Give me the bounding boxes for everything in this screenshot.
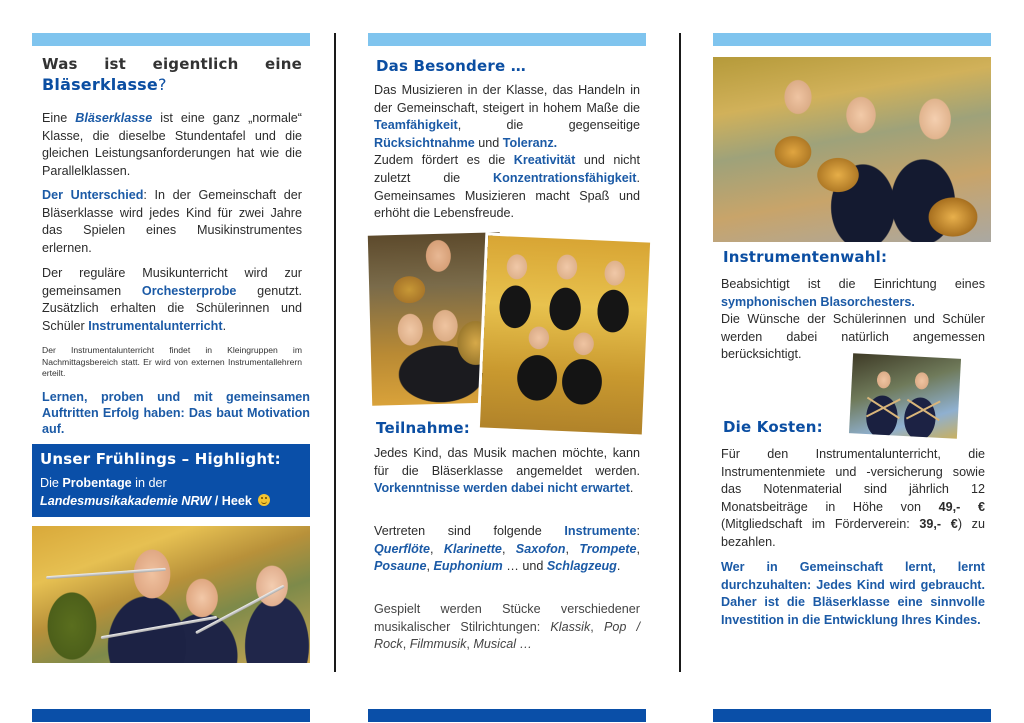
heading-blaeserklasse: Bläserklasse xyxy=(42,75,158,94)
highlight-title: Unser Frühlings – Highlight: xyxy=(40,450,281,468)
smiley-icon xyxy=(258,494,270,506)
membership-fee: 39,- € xyxy=(919,517,958,532)
lessons-paragraph: Der reguläre Musikunterricht wird zur gemeinsamen Orchesterprobe genutzt. Zusätzlich erhalten die Schülerinnen und Schüler Instrumentalunterricht. xyxy=(42,266,302,333)
keyword-orchesterprobe: Orchesterprobe xyxy=(141,283,237,298)
closing-paragraph: Wer in Gemeinschaft lernt, lernt durchzuhalten: Jedes Kind wird gebraucht. Daher ist die Bläserklasse eine sinnvolle Investition in die Entwicklung Ihres Kindes. xyxy=(721,560,985,627)
instrument-schlagzeug: Schlagzeug xyxy=(546,559,617,574)
highlight-line2: Landesmusikakademie NRW / Heek xyxy=(40,492,300,510)
benefits-paragraph: Das Musizieren in der Klasse, das Handeln in der Gemeinschaft, steigert in hohem Maße die Teamfähigkeit, die gegenseitige Rücksichtnahme und Toleranz. Zudem fördert es die Kreativität und nicht zuletzt die Konzentrationsfähigkeit. Gemeinsames Musizieren macht Spaß und erhöht die Lebensfreude. xyxy=(374,83,640,221)
panel-das-besondere xyxy=(368,33,646,652)
heading-line2 xyxy=(42,75,302,94)
small-note: Der Instrumentalunterricht findet in Kleingruppen im Nachmittagsbereich statt. Er wird von externen Instrumentallehrern erteilt. xyxy=(42,345,302,378)
flute-shape xyxy=(46,568,166,579)
costs-paragraph: Für den Instrumentalunterricht, die Instrumentenmiete und -versicherung sowie das Notenmaterial sind jährlich 12 Monatsbeiträge in Höhe von 49,- € (Mitgliedschaft im Förderverein: 39,- €) zu bezahlen. xyxy=(721,447,985,549)
keyword-instrumentalunterricht: Instrumentalunterricht xyxy=(88,318,223,333)
keyword-instrumente: Instrumente xyxy=(564,524,637,538)
keyword-blaeserklasse: Bläserklasse xyxy=(75,111,153,125)
keyword-probentage: Probentage xyxy=(62,476,132,490)
top-accent-bar xyxy=(713,33,991,46)
participation-paragraph: Jedes Kind, das Musik machen möchte, kann für die Bläserklasse angemeldet werden. Vorkenntnisse werden dabei nicht erwartet. xyxy=(374,446,640,496)
style-klassik: Klassik xyxy=(550,619,591,634)
heading-instrumentenwahl: Instrumentenwahl: xyxy=(723,248,888,266)
instrument-choice-paragraph: Beabsichtigt ist die Einrichtung eines symphonischen Blasorchesters. Die Wünsche der Schülerinnen und Schüler werden dabei natürlich angemessen berücksichtigt. xyxy=(721,277,985,362)
motto-paragraph: Lernen, proben und mit gemeinsamen Auftritten Erfolg haben: Das baut Motivation auf. xyxy=(42,390,310,436)
styles-paragraph: Gespielt werden Stücke verschiedener musikalischer Stilrichtungen: Klassik, Pop / Rock, Filmmusik, Musical … xyxy=(374,602,640,652)
difference-paragraph: Der Unterschied: In der Gemeinschaft der Bläserklasse wird jedes Kind für zwei Jahre das Spielen eines Musikinstrumentes erlernen. xyxy=(42,188,302,255)
highlight-line1: Die Probentage in der xyxy=(40,476,167,490)
instruments-paragraph: Vertreten sind folgende Instrumente: Querflöte, Klarinette, Saxofon, Trompete, Posaune, Euphonium … und Schlagzeug. xyxy=(374,524,640,574)
style-pop-rock: Pop / Rock xyxy=(374,619,640,652)
keyword-vorkenntnisse: Vorkenntnisse werden dabei nicht erwartet xyxy=(374,481,630,496)
heading-teilnahme: Teilnahme: xyxy=(376,419,470,437)
top-accent-bar xyxy=(32,33,310,46)
instrument-trompete: Trompete xyxy=(579,541,637,556)
keyword-landesmusikakademie: Landesmusikakademie NRW xyxy=(40,494,212,508)
monthly-fee: 49,- € xyxy=(938,499,985,514)
flute-shape xyxy=(195,585,285,635)
bottom-accent-bar xyxy=(368,709,646,722)
bottom-accent-bar xyxy=(32,709,310,722)
heading-das-besondere: Das Besondere … xyxy=(376,57,526,75)
heading-line1: Was ist eigentlich eine xyxy=(42,55,302,73)
heading-question-mark: ? xyxy=(157,75,167,94)
keyword-teamfaehigkeit: Teamfähigkeit xyxy=(374,118,458,133)
instrument-posaune: Posaune xyxy=(374,559,427,574)
keyword-toleranz: Toleranz xyxy=(502,135,554,150)
style-filmmusik: Filmmusik xyxy=(409,637,467,652)
keyword-kreativitaet: Kreativität xyxy=(513,153,576,168)
photo-flute-players xyxy=(32,526,310,663)
photo-saxophone-group xyxy=(480,236,650,435)
keyword-unterschied: Der Unterschied xyxy=(42,188,144,202)
instrument-euphonium: Euphonium xyxy=(433,559,503,574)
spring-highlight-box xyxy=(32,444,310,517)
style-musical: Musical … xyxy=(473,637,533,652)
instrument-saxofon: Saxofon xyxy=(515,541,566,556)
instrument-querfloete: Querflöte xyxy=(374,541,430,556)
column-divider-1 xyxy=(334,33,336,672)
photo-trombone-players xyxy=(713,57,991,242)
photo-drummers xyxy=(849,353,961,439)
panel-instrumentenwahl-kosten xyxy=(713,33,991,627)
panel-what-is-blaeserklasse xyxy=(32,33,310,508)
bottom-accent-bar xyxy=(713,709,991,722)
top-accent-bar xyxy=(368,33,646,46)
keyword-konzentrationsfaehigkeit: Konzentrationsfähigkeit xyxy=(493,170,637,185)
keyword-blasorchester: symphonischen Blasorchesters. xyxy=(721,294,915,309)
instrument-klarinette: Klarinette xyxy=(443,541,502,556)
column-divider-2 xyxy=(679,33,681,672)
intro-paragraph: Eine Bläserklasse ist eine ganz „normale“ Klasse, die dieselbe Stundentafel und die gleichen Leistungsanforderungen hat wie die Parallelklassen. xyxy=(42,111,302,178)
flute-shape xyxy=(101,616,218,639)
heading-die-kosten: Die Kosten: xyxy=(723,418,823,436)
keyword-ruecksichtnahme: Rücksichtnahme xyxy=(374,135,475,150)
